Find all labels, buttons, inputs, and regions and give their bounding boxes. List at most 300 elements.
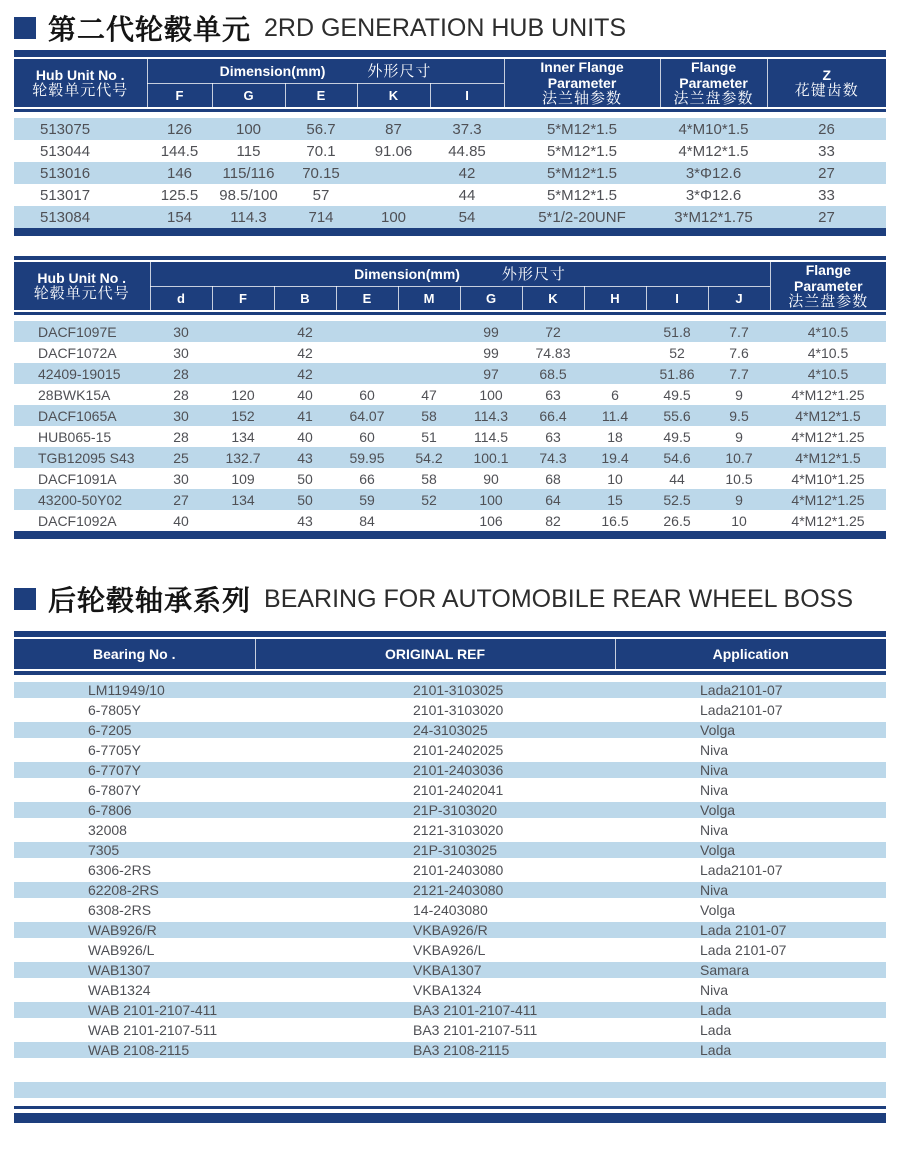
table-cell: 106 — [479, 512, 503, 529]
table-cell: 10 — [731, 512, 747, 529]
table-cell: 5*1/2-20UNF — [504, 206, 660, 228]
dimension-subheader-cell: F — [147, 83, 212, 107]
table-row — [14, 940, 886, 960]
table-cell: 4*10.5 — [770, 363, 886, 384]
col-header-dimension-en: Dimension(mm) — [354, 266, 460, 283]
col-header-z — [767, 59, 886, 107]
col-header-dimension-cn: 外形尺寸 — [367, 63, 432, 81]
table-cell: WAB 2108-2115 — [14, 1040, 255, 1060]
table-row — [14, 960, 886, 980]
table-cell: Samara — [615, 960, 886, 980]
table-cell: 513017 — [40, 186, 91, 204]
table-cell: Lada — [615, 1040, 886, 1060]
table-cell: 42 — [297, 344, 313, 361]
dimension-subheader-cell: d — [150, 286, 212, 310]
table-row — [14, 1080, 886, 1100]
table-cell: DACF1091A — [38, 470, 117, 487]
table-cell: 152 — [212, 405, 274, 426]
table-cell — [212, 363, 274, 384]
table-cell: 4*M12*1.25 — [791, 428, 865, 445]
table-cell: 59 — [336, 489, 398, 510]
table-cell: 59.95 — [336, 447, 398, 468]
table-cell: 6-7205 — [14, 720, 255, 740]
table-cell: Volga — [700, 902, 736, 918]
table-cell: 27 — [767, 206, 886, 228]
table-cell: BA3 2108-2115 — [255, 1040, 615, 1060]
table-row — [14, 700, 886, 720]
section2-title-cn: 后轮毂轴承系列 — [48, 585, 252, 616]
section2-title-en: BEARING FOR AUTOMOBILE REAR WHEEL BOSS — [264, 584, 854, 613]
table-cell: TGB12095 S43 — [14, 447, 150, 468]
table-cell: 2101-2403036 — [255, 760, 615, 780]
col-header-flange-en: Flange Parameter — [679, 59, 748, 91]
table-cell: Lada2101-07 — [700, 862, 783, 878]
section2-title — [14, 581, 886, 617]
table-cell: 52 — [669, 344, 685, 361]
dimension-subheader-cell: F — [212, 286, 274, 310]
table-row — [14, 1060, 886, 1080]
dimension-subheader-cell: G — [460, 286, 522, 310]
square-bullet-icon — [14, 588, 36, 610]
table-cell: 6-7705Y — [88, 742, 141, 758]
table-cell: 513016 — [14, 162, 147, 184]
table-cell: 132.7 — [212, 447, 274, 468]
table-cell: 28 — [173, 386, 189, 403]
table-cell: DACF1097E — [14, 321, 150, 342]
table-cell — [615, 1080, 886, 1100]
table1-body — [14, 118, 886, 228]
table-cell: VKBA926/R — [255, 920, 615, 940]
dimension-subheader-cell: E — [336, 286, 398, 310]
table-cell: 5*M12*1.5 — [504, 118, 660, 140]
table-cell: 4*M12*1.25 — [791, 512, 865, 529]
table-row — [14, 363, 886, 384]
table-cell: Lada 2101-07 — [700, 942, 787, 958]
table-cell: 2101-3103025 — [255, 680, 615, 700]
table-row — [14, 468, 886, 489]
table-row — [14, 780, 886, 800]
dimension-subheader-cell: H — [584, 286, 646, 310]
table-cell: 30 — [173, 344, 189, 361]
table-cell: 2101-2403080 — [413, 862, 504, 878]
dimension-subheader-cell: M — [398, 286, 460, 310]
table-cell: 56.7 — [285, 118, 357, 140]
table-cell — [584, 342, 646, 363]
table-row — [14, 800, 886, 820]
table-cell — [398, 510, 460, 531]
table-cell: 2121-2403080 — [255, 880, 615, 900]
col-header-flange-cn: 法兰盘参数 — [788, 293, 869, 310]
table-cell: 33 — [818, 186, 835, 204]
table-cell: 30 — [173, 470, 189, 487]
table-cell: 63 — [545, 386, 561, 403]
table-cell: 27 — [150, 489, 212, 510]
table-cell: 68.5 — [522, 363, 584, 384]
table-cell: 57 — [312, 186, 330, 204]
table-cell: 6-7806 — [14, 800, 255, 820]
table-cell: Niva — [700, 822, 729, 838]
table-cell: 37.3 — [430, 118, 504, 140]
table-cell: 714 — [285, 206, 357, 228]
table-cell: 58 — [398, 405, 460, 426]
table-cell: 114.3 — [460, 405, 522, 426]
table-cell: 64.07 — [336, 405, 398, 426]
table-cell: 87 — [357, 118, 430, 140]
table-cell: 115 — [236, 142, 261, 160]
table-row — [14, 1000, 886, 1020]
table-cell: 27 — [767, 162, 886, 184]
divider-bar — [14, 1113, 886, 1123]
table-cell: 100 — [460, 489, 522, 510]
table-cell: 28BWK15A — [38, 386, 111, 403]
table2-body — [14, 321, 886, 531]
table-cell: 6 — [611, 386, 619, 403]
table3-header — [14, 639, 886, 669]
table-cell: 126 — [147, 118, 212, 140]
col-header-flange-en: Flange Parameter — [794, 262, 863, 294]
table-cell: 4*M12*1.25 — [791, 386, 865, 403]
table-cell: 90 — [483, 470, 499, 487]
table-cell: 10.5 — [725, 470, 753, 487]
table-cell — [584, 363, 646, 384]
table-cell: 40 — [173, 512, 189, 529]
table-cell: DACF1092A — [38, 512, 117, 529]
table-row — [14, 820, 886, 840]
table-cell: 98.5/100 — [219, 186, 278, 204]
table-cell: 6308-2RS — [88, 902, 152, 918]
dimension-subheader-cell: G — [212, 83, 285, 107]
table-cell — [336, 321, 398, 342]
table-cell: 54.2 — [398, 447, 460, 468]
table-cell: Lada2101-07 — [700, 702, 783, 718]
table-cell: 26.5 — [663, 512, 691, 529]
table-cell: 26 — [767, 118, 886, 140]
table-cell — [615, 1060, 886, 1080]
col-header-inner-flange — [504, 59, 660, 107]
dimension-subheader-cell: I — [646, 286, 708, 310]
table-cell: 4*M12*1.5 — [770, 405, 886, 426]
table-cell: 60 — [359, 386, 375, 403]
table-cell: 14-2403080 — [413, 902, 488, 918]
table2-header — [14, 262, 886, 310]
table-cell: 54 — [430, 206, 504, 228]
table-row — [14, 920, 886, 940]
table-cell: 70.1 — [306, 142, 336, 160]
table-cell: 18 — [607, 428, 623, 445]
table-row — [14, 900, 886, 920]
table-cell — [212, 510, 274, 531]
table-cell: 62208-2RS — [14, 880, 255, 900]
rear-wheel-bearing-table — [14, 631, 886, 1123]
table-cell: 21P-3103025 — [255, 840, 615, 860]
table-cell: 41 — [274, 405, 336, 426]
table-cell: 25 — [150, 447, 212, 468]
table-cell: 100 — [479, 386, 503, 403]
table-cell: 42409-19015 — [14, 363, 150, 384]
table-cell: 5*M12*1.5 — [504, 162, 660, 184]
table-cell: 44 — [669, 470, 685, 487]
table-cell: 51.86 — [646, 363, 708, 384]
divider-bar — [14, 228, 886, 236]
table-cell: 109 — [231, 470, 255, 487]
table-cell: Lada — [700, 1022, 732, 1038]
table-cell: 513044 — [40, 142, 91, 160]
table-row — [14, 1040, 886, 1060]
col-header-dimension — [150, 262, 770, 286]
col-header-hub-unit-no — [14, 262, 150, 310]
table-cell: 30 — [150, 405, 212, 426]
dimension-subheader-cell: E — [285, 83, 357, 107]
table-cell: 4*M10*1.25 — [791, 470, 865, 487]
col-header-dimension — [147, 59, 504, 83]
table-row — [14, 162, 886, 184]
table-row — [14, 426, 886, 447]
table-cell: 21P-3103020 — [255, 800, 615, 820]
table-cell: DACF1065A — [14, 405, 150, 426]
table-cell: 74.3 — [522, 447, 584, 468]
table-cell: WAB1324 — [88, 982, 151, 998]
table-cell: 84 — [359, 512, 375, 529]
table-cell: DACF1072A — [38, 344, 117, 361]
table-row — [14, 1020, 886, 1040]
table-cell — [212, 342, 274, 363]
table-cell: 64 — [522, 489, 584, 510]
col-header-z-cn: 花键齿数 — [794, 82, 859, 99]
table-cell: Niva — [615, 880, 886, 900]
table-cell: 28 — [173, 428, 189, 445]
table-cell: HUB065-15 — [38, 428, 112, 445]
table-cell: 114.5 — [474, 428, 508, 445]
square-bullet-icon — [14, 17, 36, 39]
table-cell: 4*M12*1.5 — [770, 447, 886, 468]
table-cell: 513075 — [14, 118, 147, 140]
table-cell: Lada — [615, 1000, 886, 1020]
table-cell — [212, 321, 274, 342]
table-cell: 9 — [735, 428, 743, 445]
table-cell: 82 — [545, 512, 561, 529]
table-row — [14, 840, 886, 860]
table-cell: 58 — [421, 470, 437, 487]
table-cell: 42 — [274, 321, 336, 342]
table-cell: 100.1 — [460, 447, 522, 468]
table-cell: 3*Φ12.6 — [660, 162, 767, 184]
table-cell: 72 — [522, 321, 584, 342]
table-cell: 52 — [398, 489, 460, 510]
table-cell: 7305 — [14, 840, 255, 860]
table-cell: 154 — [147, 206, 212, 228]
table-cell — [336, 363, 398, 384]
table-cell: 6-7707Y — [14, 760, 255, 780]
table-cell: 42 — [274, 363, 336, 384]
table-cell: 55.6 — [646, 405, 708, 426]
table-cell: 115/116 — [212, 162, 285, 184]
table-cell: 5*M12*1.5 — [546, 186, 618, 204]
table-cell: 4*M12*1.5 — [678, 142, 749, 160]
table-cell: 97 — [460, 363, 522, 384]
dimension-subheader-cell: K — [522, 286, 584, 310]
table-cell: 49.5 — [663, 428, 691, 445]
table-row — [14, 740, 886, 760]
col-header-hub-unit-no — [14, 59, 147, 107]
table-cell: 9.5 — [708, 405, 770, 426]
table-cell: 15 — [584, 489, 646, 510]
col-header-bearing-no: Bearing No . — [14, 639, 255, 669]
table-cell: Lada2101-07 — [615, 680, 886, 700]
table-row — [14, 860, 886, 880]
table-cell: 2101-3103020 — [413, 702, 504, 718]
table-cell: 52.5 — [646, 489, 708, 510]
table-cell: WAB926/R — [14, 920, 255, 940]
table-cell — [336, 342, 398, 363]
table-row — [14, 760, 886, 780]
table-cell: BA3 2101-2107-411 — [255, 1000, 615, 1020]
table-cell: Volga — [615, 800, 886, 820]
table-cell: 4*10.5 — [770, 321, 886, 342]
col-header-hub-unit-cn: 轮毂单元代号 — [32, 82, 129, 99]
table-cell: 54.6 — [646, 447, 708, 468]
table-cell: 50 — [297, 470, 313, 487]
dimension-subheader-cell: B — [274, 286, 336, 310]
gen2-hub-units-table — [14, 50, 886, 236]
table-cell: 4*M12*1.25 — [770, 489, 886, 510]
table-cell: Niva — [700, 982, 729, 998]
table-cell: 144.5 — [160, 142, 199, 160]
table-cell: WAB926/L — [88, 942, 155, 958]
dimension-subheader-cell: J — [708, 286, 770, 310]
table-cell: 9 — [735, 386, 743, 403]
col-header-hub-unit-en: Hub Unit No . — [37, 270, 127, 286]
table-cell: VKBA926/L — [413, 942, 486, 958]
table-cell: 146 — [147, 162, 212, 184]
section1-title — [14, 10, 886, 46]
table-cell: 43200-50Y02 — [14, 489, 150, 510]
table-cell: Niva — [700, 782, 729, 798]
table-cell: 60 — [359, 428, 375, 445]
table-cell: 16.5 — [601, 512, 629, 529]
table-cell: 7.7 — [708, 363, 770, 384]
table-cell: VKBA1307 — [255, 960, 615, 980]
table-cell: WAB1307 — [14, 960, 255, 980]
table-cell: 134 — [231, 428, 255, 445]
table-cell: 114.3 — [212, 206, 285, 228]
table-cell: 40 — [297, 428, 313, 445]
table-cell: 10 — [607, 470, 623, 487]
divider-bar — [14, 50, 886, 57]
table-cell: 51 — [421, 428, 437, 445]
table-cell: 7.6 — [729, 344, 749, 361]
table-cell: 6306-2RS — [88, 862, 152, 878]
table-row — [14, 980, 886, 1000]
col-header-hub-unit-cn: 轮毂单元代号 — [33, 285, 130, 302]
table1-header — [14, 59, 886, 107]
table-cell: 4*M10*1.5 — [660, 118, 767, 140]
table-cell — [357, 162, 430, 184]
table-row — [14, 321, 886, 342]
table-cell: 99 — [460, 321, 522, 342]
col-header-application: Application — [615, 639, 886, 669]
table-cell: 4*10.5 — [807, 344, 849, 361]
table-cell: 3*Φ12.6 — [685, 186, 742, 204]
table-cell: 100 — [357, 206, 430, 228]
table-cell: 19.4 — [584, 447, 646, 468]
table-cell: 32008 — [88, 822, 127, 838]
table-cell: 49.5 — [663, 386, 691, 403]
table-row — [14, 184, 886, 206]
dimension-subheader-cell: K — [357, 83, 430, 107]
hub-units-dimension-table — [14, 256, 886, 539]
table-cell: 2101-2402025 — [413, 742, 504, 758]
table-row — [14, 342, 886, 363]
table-row — [14, 720, 886, 740]
table-row — [14, 384, 886, 405]
table-row — [14, 510, 886, 531]
table-cell: 10.7 — [708, 447, 770, 468]
table-cell: 99 — [483, 344, 499, 361]
table-row — [14, 140, 886, 162]
table-cell: 9 — [708, 489, 770, 510]
table-cell: 513084 — [14, 206, 147, 228]
table-row — [14, 489, 886, 510]
table3-body — [14, 680, 886, 1100]
table-cell — [584, 321, 646, 342]
table-cell: WAB 2101-2107-411 — [14, 1000, 255, 1020]
table-cell: 42 — [430, 162, 504, 184]
table-cell — [14, 1060, 255, 1080]
table-cell: Niva — [700, 742, 729, 758]
col-header-dimension-cn: 外形尺寸 — [501, 266, 566, 284]
table-cell — [255, 1080, 615, 1100]
table-cell: 30 — [150, 321, 212, 342]
table-cell: 2121-3103020 — [413, 822, 504, 838]
table-cell: 5*M12*1.5 — [546, 142, 618, 160]
table-cell: Volga — [615, 720, 886, 740]
table-cell: 43 — [274, 447, 336, 468]
table-cell: 33 — [818, 142, 835, 160]
table-cell: 63 — [545, 428, 561, 445]
col-header-original-ref: ORIGINAL REF — [255, 639, 615, 669]
col-header-hub-unit-en: Hub Unit No . — [35, 67, 125, 83]
table-cell: 125.5 — [160, 186, 199, 204]
table-cell: BA3 2101-2107-511 — [413, 1022, 538, 1038]
table-cell — [14, 1080, 255, 1100]
table-cell: 134 — [212, 489, 274, 510]
table-cell: Lada 2101-07 — [615, 920, 886, 940]
table-cell: 66 — [359, 470, 375, 487]
table-row — [14, 447, 886, 468]
table-cell: 24-3103025 — [255, 720, 615, 740]
table-cell: 120 — [231, 386, 255, 403]
table-cell: 50 — [274, 489, 336, 510]
table-cell: 44 — [458, 186, 476, 204]
col-header-inner-flange-en: Inner Flange Parameter — [540, 59, 624, 91]
table-cell: 43 — [297, 512, 313, 529]
table-cell — [398, 342, 460, 363]
col-header-z-en: Z — [822, 67, 832, 83]
table-cell: 51.8 — [646, 321, 708, 342]
table-cell: 40 — [297, 386, 313, 403]
table-cell: 74.83 — [535, 344, 571, 361]
table-row — [14, 680, 886, 700]
table-row — [14, 880, 886, 900]
table-cell: LM11949/10 — [14, 680, 255, 700]
table-cell: 6-7805Y — [88, 702, 141, 718]
table-cell: Volga — [615, 840, 886, 860]
col-header-flange-cn: 法兰盘参数 — [673, 90, 754, 107]
table-cell — [398, 363, 460, 384]
table-cell: 68 — [545, 470, 561, 487]
table-cell: 66.4 — [522, 405, 584, 426]
section1-title-en: 2RD GENERATION HUB UNITS — [264, 13, 627, 42]
